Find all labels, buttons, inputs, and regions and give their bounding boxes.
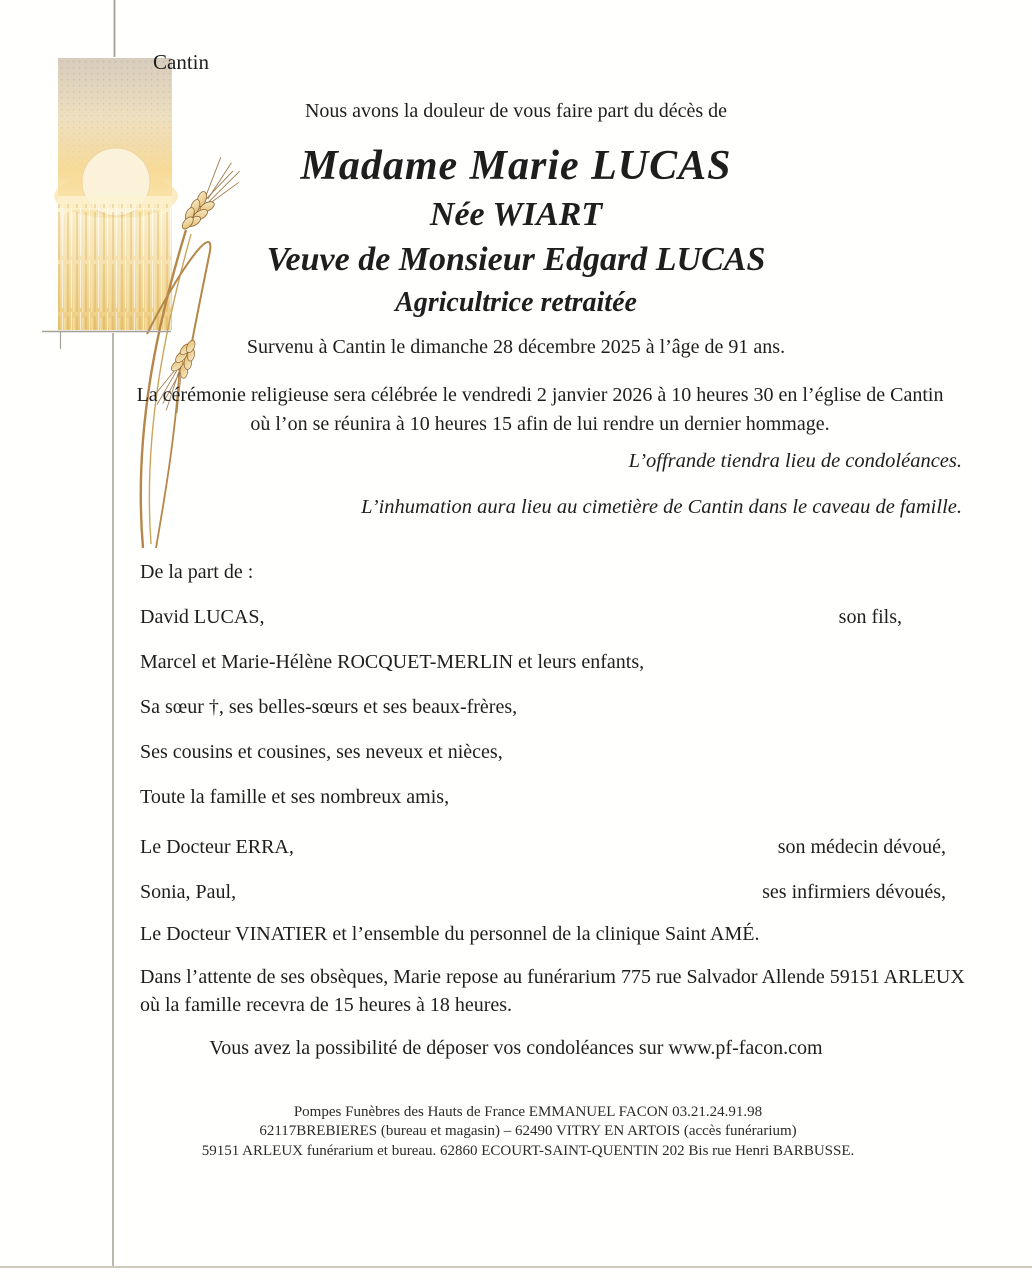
deceased-widow-line: Veuve de Monsieur Edgard LUCAS xyxy=(266,241,766,278)
deceased-name: Madame Marie LUCAS xyxy=(300,143,732,189)
ceremony-line-1: La cérémonie religieuse sera célébrée le vendredi 2 janvier 2026 à 10 heures 30 en l’église de Cantin xyxy=(136,384,944,406)
family-row xyxy=(140,741,946,764)
family-row xyxy=(140,786,946,809)
relation-label: ses infirmiers dévoués, xyxy=(762,881,946,903)
wheat-field-artwork xyxy=(30,0,270,570)
ceremony-line-2: où l’on se réunira à 10 heures 15 afin de lui rendre un dernier hommage. xyxy=(250,413,830,435)
family-member: David LUCAS, xyxy=(140,606,265,628)
deceased-maiden-name: Née WIART xyxy=(429,196,603,233)
family-row xyxy=(140,651,946,674)
family-row xyxy=(140,836,946,859)
offering-line: L’offrande tiendra lieu de condoléances. xyxy=(628,450,962,472)
relation-label: son médecin dévoué, xyxy=(777,836,946,858)
funeral-home-address-2: 59151 ARLEUX funérarium et bureau. 62860 ECOURT-SAINT-QUENTIN 202 Bis rue Henri BARBUSSE. xyxy=(201,1142,855,1159)
condolences-website-line: Vous avez la possibilité de déposer vos condoléances sur www.pf-facon.com xyxy=(209,1037,823,1059)
family-row xyxy=(140,696,946,719)
ceremony-paragraph xyxy=(90,381,990,439)
funeral-home-address-1: 62117BREBIERES (bureau et magasin) – 62490 VITRY EN ARTOIS (accès funérarium) xyxy=(259,1123,797,1140)
repose-line-1: Dans l’attente de ses obsèques, Marie repose au funérarium 775 rue Salvador Allende 59151 ARLEUX xyxy=(140,966,965,988)
burial-line: L’inhumation aura lieu au cimetière de Cantin dans le caveau de famille. xyxy=(361,496,962,518)
family-member: Sonia, Paul, xyxy=(140,881,237,903)
repose-paragraph xyxy=(140,964,980,1019)
family-row xyxy=(140,923,946,946)
page-bottom-edge-line xyxy=(0,1266,1032,1268)
funeral-home-name-phone: Pompes Funèbres des Hauts de France EMMANUEL FACON 03.21.24.91.98 xyxy=(293,1104,763,1120)
family-section-heading: De la part de : xyxy=(140,561,254,583)
family-member: Le Docteur VINATIER et l’ensemble du personnel de la clinique Saint AMÉ. xyxy=(140,923,760,945)
family-member: Ses cousins et cousines, ses neveux et nièces, xyxy=(140,741,503,763)
repose-line-2: où la famille recevra de 15 heures à 18 heures. xyxy=(140,993,513,1016)
death-notice-line: Survenu à Cantin le dimanche 28 décembre 2025 à l’âge de 91 ans. xyxy=(246,336,786,358)
family-member: Marcel et Marie-Hélène ROCQUET-MERLIN et leurs enfants, xyxy=(140,651,645,673)
intro-line: Nous avons la douleur de vous faire part du décès de xyxy=(304,100,728,122)
family-row xyxy=(140,881,946,904)
funeral-home-footer xyxy=(48,1103,1008,1161)
relation-label: son fils, xyxy=(838,606,902,628)
family-member: Sa sœur †, ses belles-sœurs et ses beaux-frères, xyxy=(140,696,518,718)
deceased-profession: Agricultrice retraitée xyxy=(395,287,637,318)
family-member: Toute la famille et ses nombreux amis, xyxy=(140,786,450,808)
location-label: Cantin xyxy=(153,50,209,74)
family-member: Le Docteur ERRA, xyxy=(140,836,294,858)
family-row xyxy=(140,606,946,629)
